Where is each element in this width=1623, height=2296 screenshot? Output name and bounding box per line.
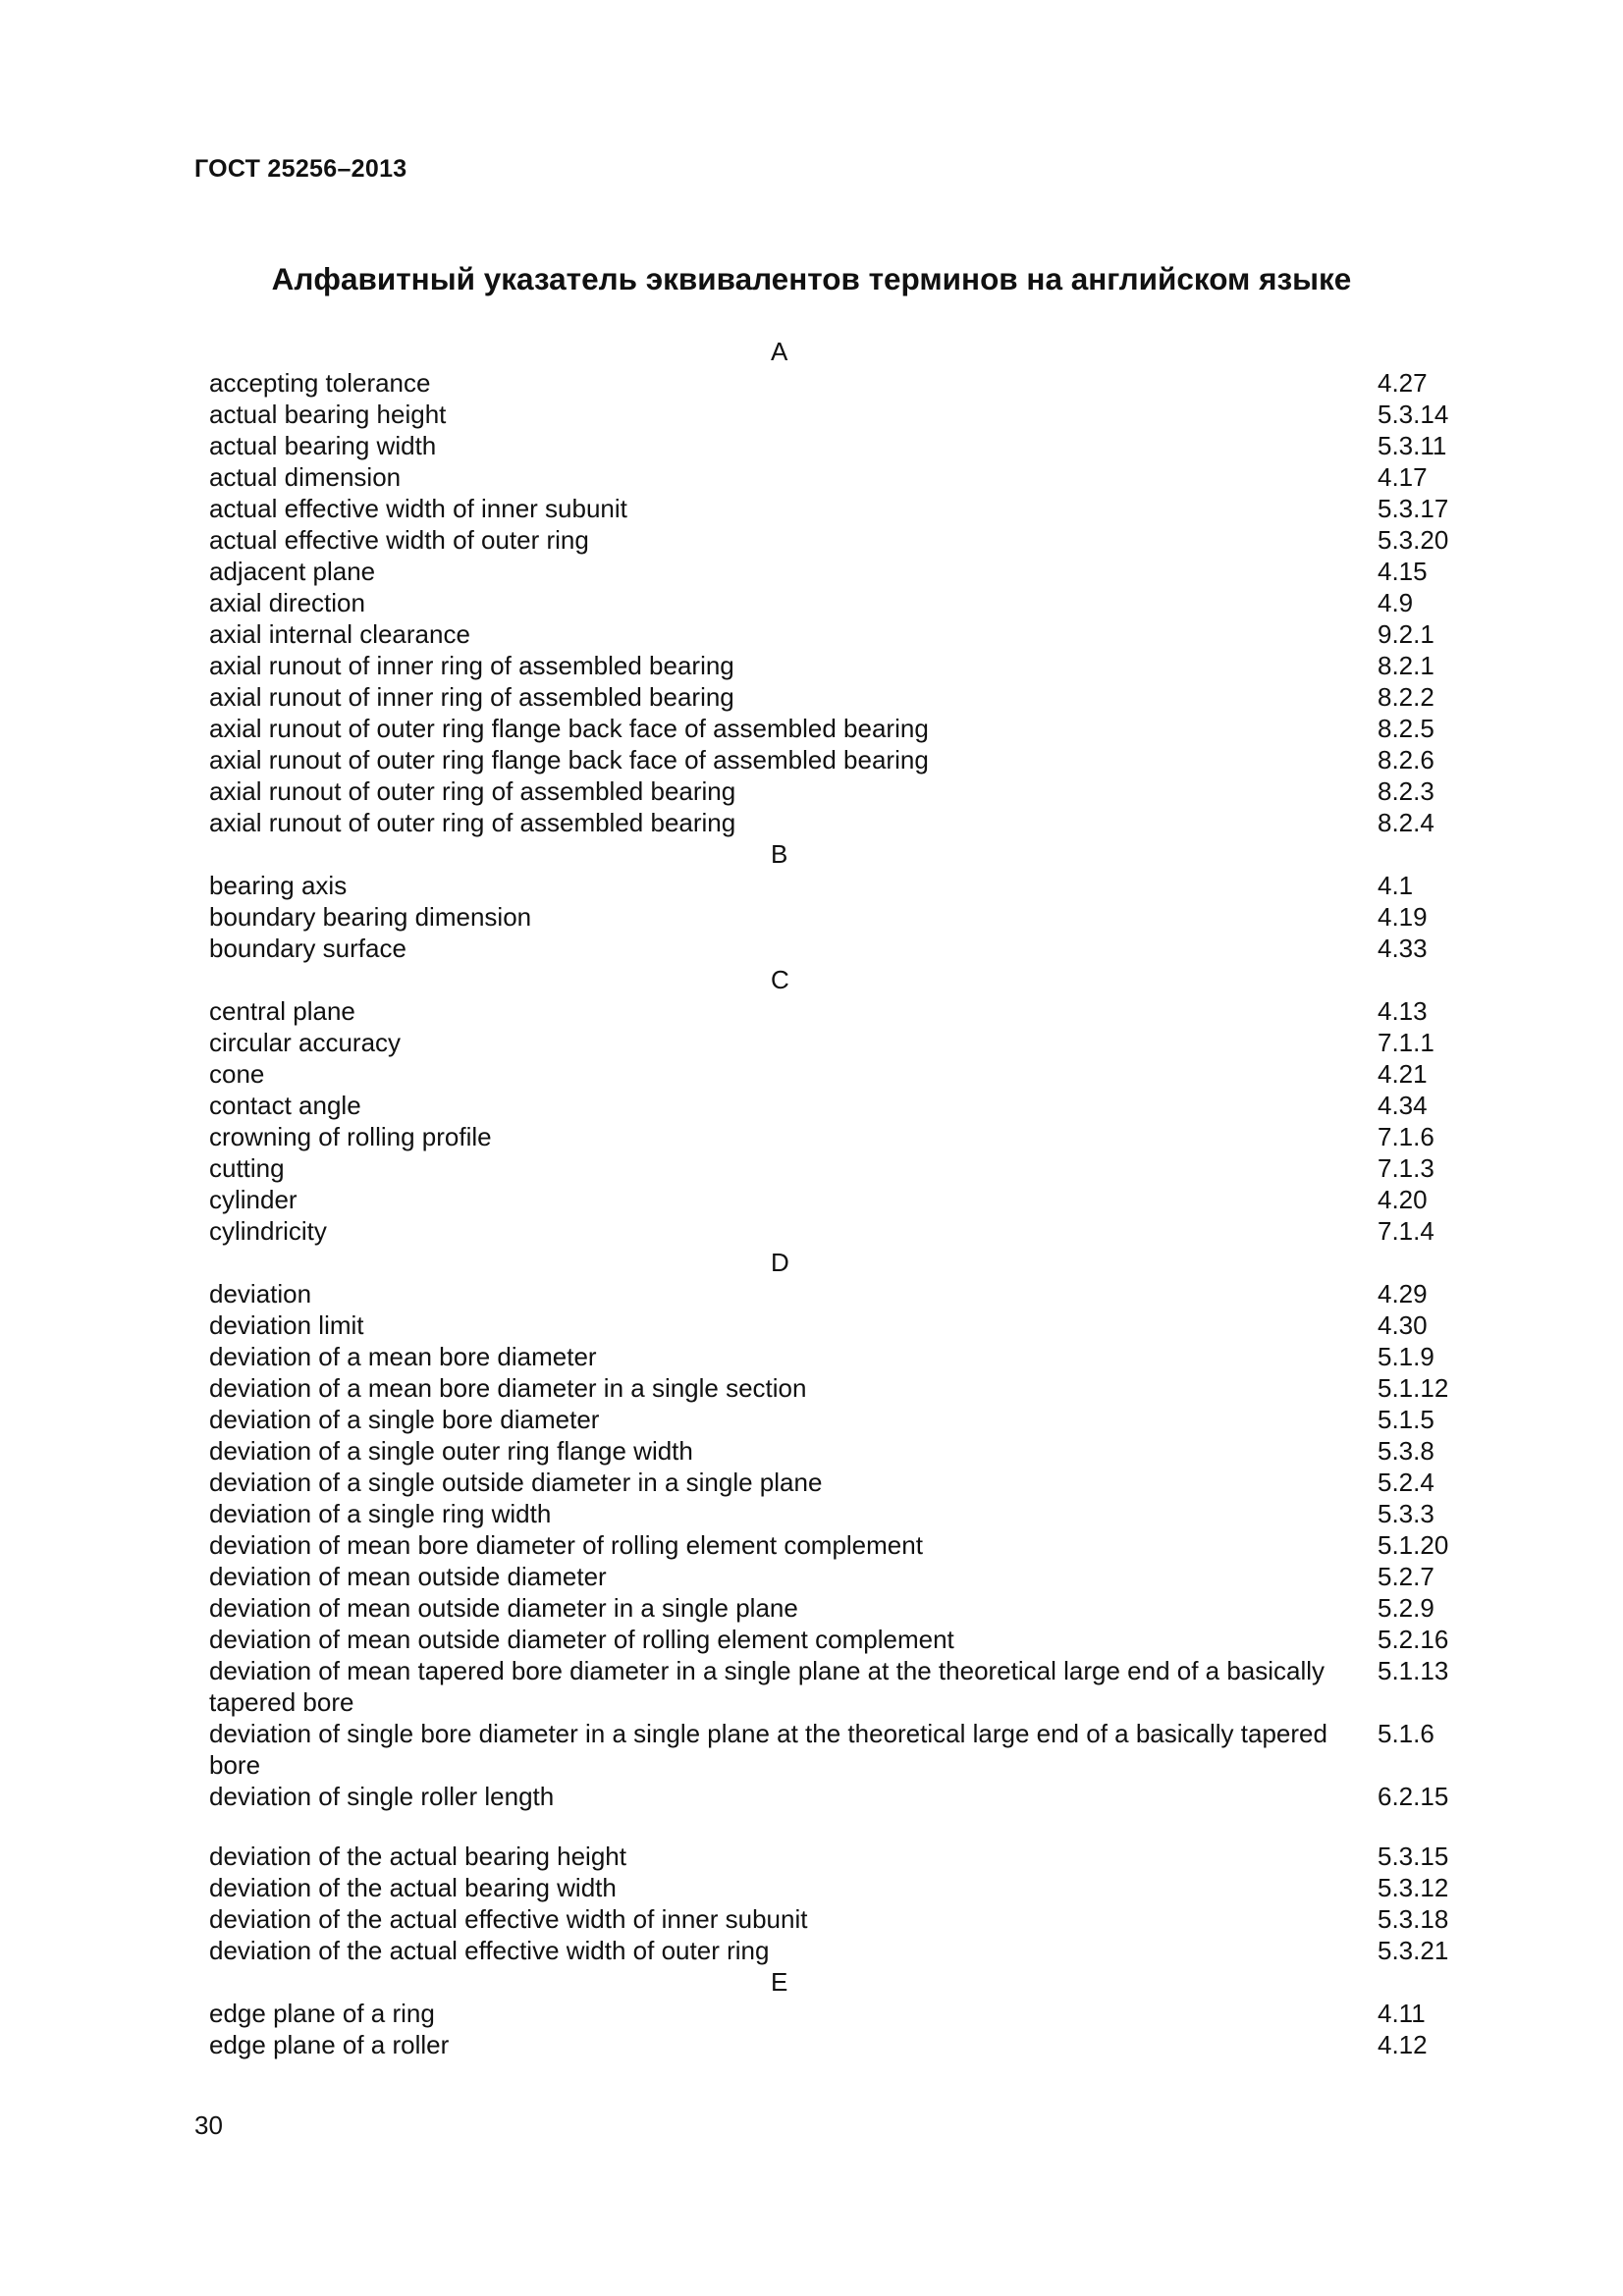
entry-term: circular accuracy bbox=[209, 1028, 402, 1057]
section-letter: C bbox=[771, 965, 789, 994]
entry-term: axial runout of inner ring of assembled bearing bbox=[209, 682, 734, 712]
index-entry bbox=[209, 775, 1486, 807]
entry-term: boundary surface bbox=[209, 934, 406, 963]
index-entry bbox=[209, 870, 1486, 901]
entry-reference: 8.2.5 bbox=[1378, 714, 1434, 743]
entry-term: cylinder bbox=[209, 1185, 298, 1214]
entry-reference: 4.29 bbox=[1378, 1279, 1428, 1308]
entry-reference: 4.1 bbox=[1378, 871, 1414, 900]
entry-reference: 6.2.15 bbox=[1378, 1782, 1449, 1811]
entry-term: cone bbox=[209, 1059, 265, 1089]
entry-reference: 4.34 bbox=[1378, 1091, 1428, 1120]
index-entry bbox=[209, 1781, 1486, 1812]
entry-term: edge plane of a roller bbox=[209, 2030, 450, 2059]
entry-reference: 8.2.4 bbox=[1378, 808, 1434, 837]
index-entry bbox=[209, 933, 1486, 964]
entry-term: axial runout of inner ring of assembled bearing bbox=[209, 651, 734, 680]
entry-reference: 4.9 bbox=[1378, 588, 1414, 617]
entry-term: adjacent plane bbox=[209, 557, 376, 586]
entry-term: deviation of the actual effective width of outer ring bbox=[209, 1936, 770, 1965]
index-entry bbox=[209, 1404, 1486, 1435]
index-title: Алфавитный указатель эквивалентов терминов на английском языке bbox=[271, 261, 1352, 296]
entry-term: deviation of a single outer ring flange width bbox=[209, 1436, 693, 1466]
index-entry bbox=[209, 901, 1486, 933]
index-entry bbox=[209, 1435, 1486, 1467]
entry-reference: 4.21 bbox=[1378, 1059, 1428, 1089]
index-entry bbox=[209, 713, 1486, 744]
entry-reference: 4.15 bbox=[1378, 557, 1428, 586]
entry-reference: 5.3.17 bbox=[1378, 494, 1449, 523]
entry-term: axial runout of outer ring flange back face of assembled bearing bbox=[209, 714, 929, 743]
entry-term: deviation of a single outside diameter in a single plane bbox=[209, 1468, 823, 1497]
entry-reference: 5.1.5 bbox=[1378, 1405, 1434, 1434]
index-entry bbox=[209, 1121, 1486, 1152]
index-entry bbox=[209, 1215, 1486, 1247]
index-entry bbox=[209, 493, 1486, 524]
entry-reference: 7.1.3 bbox=[1378, 1153, 1434, 1183]
index-entry bbox=[209, 399, 1486, 430]
entry-spacer bbox=[209, 1812, 1486, 1841]
index-entry bbox=[209, 461, 1486, 493]
entry-reference: 4.27 bbox=[1378, 368, 1428, 398]
entry-reference: 5.3.3 bbox=[1378, 1499, 1434, 1528]
entry-term: cutting bbox=[209, 1153, 285, 1183]
section-letter: D bbox=[771, 1248, 789, 1277]
entry-reference: 4.17 bbox=[1378, 462, 1428, 492]
index-entry bbox=[209, 995, 1486, 1027]
entry-term: deviation of a single ring width bbox=[209, 1499, 552, 1528]
entry-reference: 8.2.6 bbox=[1378, 745, 1434, 774]
page-number: 30 bbox=[194, 2110, 223, 2140]
index-entry bbox=[209, 1529, 1486, 1561]
index-entry bbox=[209, 1624, 1486, 1655]
entry-reference: 5.2.9 bbox=[1378, 1593, 1434, 1623]
index-entry bbox=[209, 1998, 1486, 2029]
section-letter: A bbox=[771, 337, 788, 366]
entry-reference: 5.1.20 bbox=[1378, 1530, 1449, 1560]
entry-term: actual bearing height bbox=[209, 400, 447, 429]
entry-term: contact angle bbox=[209, 1091, 361, 1120]
index-entry bbox=[209, 1090, 1486, 1121]
index-entry bbox=[209, 1058, 1486, 1090]
entry-term: deviation bbox=[209, 1279, 312, 1308]
index-entry bbox=[209, 1498, 1486, 1529]
entry-reference: 5.3.20 bbox=[1378, 525, 1449, 555]
entry-term: axial runout of outer ring flange back face of assembled bearing bbox=[209, 745, 929, 774]
entry-term: axial internal clearance bbox=[209, 619, 470, 649]
entry-term: crowning of rolling profile bbox=[209, 1122, 492, 1151]
entry-reference: 4.20 bbox=[1378, 1185, 1428, 1214]
entry-term: deviation of mean outside diameter bbox=[209, 1562, 607, 1591]
entry-term: actual dimension bbox=[209, 462, 402, 492]
index-entry bbox=[209, 1872, 1486, 1903]
term-index bbox=[209, 336, 1486, 2060]
entry-term: actual effective width of outer ring bbox=[209, 525, 589, 555]
index-entry bbox=[209, 1561, 1486, 1592]
index-entry bbox=[209, 1718, 1486, 1781]
index-entry bbox=[209, 1184, 1486, 1215]
document-header: ГОСТ 25256–2013 bbox=[194, 155, 407, 183]
entry-reference: 4.12 bbox=[1378, 2030, 1428, 2059]
index-entry bbox=[209, 1372, 1486, 1404]
entry-term: edge plane of a ring bbox=[209, 1999, 435, 2028]
entry-term: boundary bearing dimension bbox=[209, 902, 532, 932]
entry-term: cylindricity bbox=[209, 1216, 327, 1246]
index-entry bbox=[209, 1309, 1486, 1341]
entry-term: deviation limit bbox=[209, 1310, 364, 1340]
entry-reference: 7.1.4 bbox=[1378, 1216, 1434, 1246]
index-entry bbox=[209, 367, 1486, 399]
entry-reference: 5.3.11 bbox=[1378, 431, 1447, 460]
entry-term: deviation of mean outside diameter of rolling element complement bbox=[209, 1625, 954, 1654]
entry-term: actual effective width of inner subunit bbox=[209, 494, 627, 523]
entry-term: axial runout of outer ring of assembled bearing bbox=[209, 808, 736, 837]
entry-reference: 5.3.18 bbox=[1378, 1904, 1449, 1934]
entry-term: central plane bbox=[209, 996, 355, 1026]
entry-reference: 4.30 bbox=[1378, 1310, 1428, 1340]
entry-term: axial direction bbox=[209, 588, 365, 617]
entry-reference: 5.1.12 bbox=[1378, 1373, 1449, 1403]
index-entry bbox=[209, 1152, 1486, 1184]
index-entry bbox=[209, 1341, 1486, 1372]
entry-reference: 5.2.7 bbox=[1378, 1562, 1434, 1591]
index-entry bbox=[209, 1655, 1486, 1718]
index-entry bbox=[209, 556, 1486, 587]
entry-term: axial runout of outer ring of assembled bearing bbox=[209, 776, 736, 806]
entry-reference: 9.2.1 bbox=[1378, 619, 1434, 649]
entry-reference: 8.2.3 bbox=[1378, 776, 1434, 806]
entry-reference: 5.3.14 bbox=[1378, 400, 1449, 429]
entry-reference: 5.3.8 bbox=[1378, 1436, 1434, 1466]
entry-term: deviation of the actual effective width of inner subunit bbox=[209, 1904, 808, 1934]
index-entry bbox=[209, 1903, 1486, 1935]
index-entry bbox=[209, 744, 1486, 775]
index-entry bbox=[209, 1935, 1486, 1966]
index-entry bbox=[209, 807, 1486, 838]
entry-term: deviation of a mean bore diameter bbox=[209, 1342, 597, 1371]
entry-term: deviation of single bore diameter in a single plane at the theoretical large end of a basically tapered bore bbox=[209, 1719, 1327, 1780]
entry-term: deviation of a mean bore diameter in a single section bbox=[209, 1373, 807, 1403]
entry-reference: 5.1.9 bbox=[1378, 1342, 1434, 1371]
entry-term: deviation of the actual bearing height bbox=[209, 1842, 626, 1871]
index-entry bbox=[209, 1592, 1486, 1624]
index-entry bbox=[209, 2029, 1486, 2060]
entry-reference: 4.11 bbox=[1378, 1999, 1426, 2028]
entry-reference: 5.2.16 bbox=[1378, 1625, 1449, 1654]
entry-reference: 5.3.12 bbox=[1378, 1873, 1449, 1902]
entry-term: deviation of the actual bearing width bbox=[209, 1873, 617, 1902]
section-letter: B bbox=[771, 839, 788, 869]
entry-term: deviation of a single bore diameter bbox=[209, 1405, 600, 1434]
entry-reference: 5.2.4 bbox=[1378, 1468, 1434, 1497]
entry-reference: 5.1.6 bbox=[1378, 1719, 1434, 1748]
entry-reference: 5.1.13 bbox=[1378, 1656, 1449, 1685]
entry-term: accepting tolerance bbox=[209, 368, 431, 398]
entry-reference: 4.19 bbox=[1378, 902, 1428, 932]
index-entry bbox=[209, 1278, 1486, 1309]
entry-reference: 7.1.6 bbox=[1378, 1122, 1434, 1151]
entry-reference: 4.33 bbox=[1378, 934, 1428, 963]
index-entry bbox=[209, 1027, 1486, 1058]
entry-reference: 8.2.1 bbox=[1378, 651, 1434, 680]
index-entry bbox=[209, 1467, 1486, 1498]
entry-reference: 5.3.21 bbox=[1378, 1936, 1449, 1965]
index-entry bbox=[209, 618, 1486, 650]
entry-reference: 5.3.15 bbox=[1378, 1842, 1449, 1871]
index-entry bbox=[209, 681, 1486, 713]
index-entry bbox=[209, 524, 1486, 556]
index-entry bbox=[209, 1841, 1486, 1872]
entry-reference: 4.13 bbox=[1378, 996, 1428, 1026]
entry-term: deviation of mean tapered bore diameter in a single plane at the theoretical large end of a basically tapered bore bbox=[209, 1656, 1325, 1717]
index-entry bbox=[209, 430, 1486, 461]
entry-term: bearing axis bbox=[209, 871, 348, 900]
entry-term: actual bearing width bbox=[209, 431, 437, 460]
entry-term: deviation of mean outside diameter in a single plane bbox=[209, 1593, 798, 1623]
entry-reference: 7.1.1 bbox=[1378, 1028, 1434, 1057]
section-letter: E bbox=[771, 1967, 788, 1997]
entry-term: deviation of single roller length bbox=[209, 1782, 555, 1811]
index-entry bbox=[209, 587, 1486, 618]
index-entry bbox=[209, 650, 1486, 681]
entry-reference: 8.2.2 bbox=[1378, 682, 1434, 712]
entry-term: deviation of mean bore diameter of rolling element complement bbox=[209, 1530, 923, 1560]
